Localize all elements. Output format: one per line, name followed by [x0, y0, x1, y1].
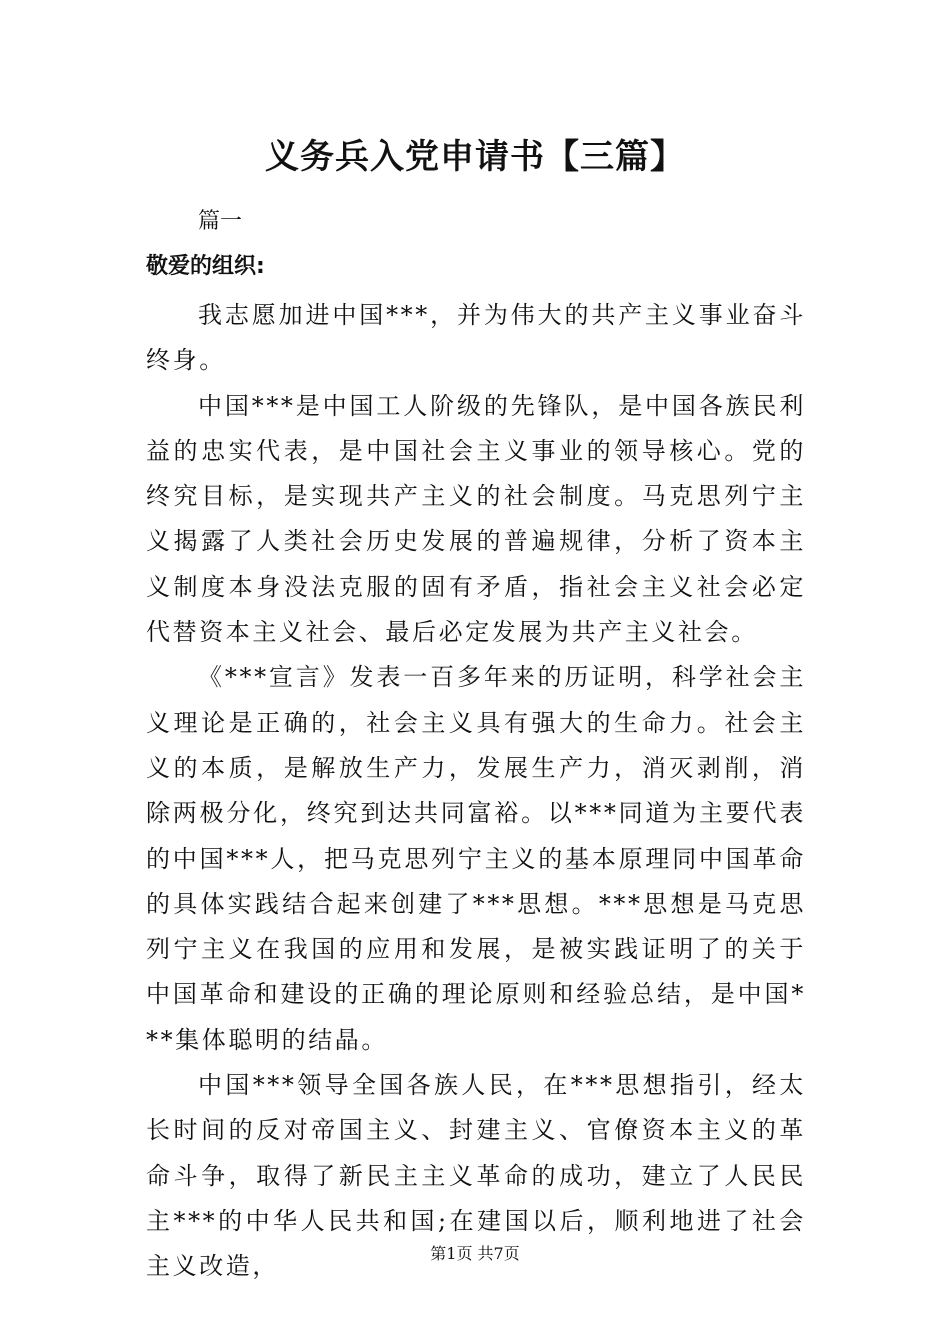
- salutation: 敬爱的组织:: [146, 254, 265, 279]
- paragraph: 我志愿加进中国***，并为伟大的共产主义事业奋斗终身。: [146, 301, 806, 375]
- document-title: 义务兵入党申请书【三篇】: [265, 137, 685, 177]
- paragraph: 中国***是中国工人阶级的先锋队，是中国各族民利益的忠实代表，是中国社会主义事业的领导核心。党的终究目标，是实现共产主义的社会制度。马克思列宁主义揭露了人类社会历史发展的普遍规律，分析了资本主义制度本身没法克服的固有矛盾，指社会主义社会必定代替资本主义社会、最后必定发展为共产主义社会。: [146, 391, 806, 647]
- section-label: 篇一: [198, 209, 243, 234]
- page-footer: 第1页 共7页: [430, 1244, 520, 1263]
- body-text: [146, 293, 806, 1290]
- paragraph: 《***宣言》发表一百多年来的历证明，科学社会主义理论是正确的，社会主义具有强大的生命力。社会主义的本质，是解放生产力，发展生产力，消灭剥削，消除两极分化，终究到达共同富裕。以***同道为主要代表的中国***人，把马克思列宁主义的基本原理同中国革命的具体实践结合起来创建了***思想。***思想是马克思列宁主义在我国的应用和发展，是被实践证明了的关于中国革命和建设的正确的理论原则和经验总结，是中国***集体聪明的结晶。: [146, 663, 806, 1054]
- paragraph: 中国***领导全国各族人民，在***思想指引，经太长时间的反对帝国主义、封建主义、官僚资本主义的革命斗争，取得了新民主主义革命的成功，建立了人民民主***的中华人民共和国;在建国以后，顺利地进了社会主义改造，: [146, 1071, 806, 1281]
